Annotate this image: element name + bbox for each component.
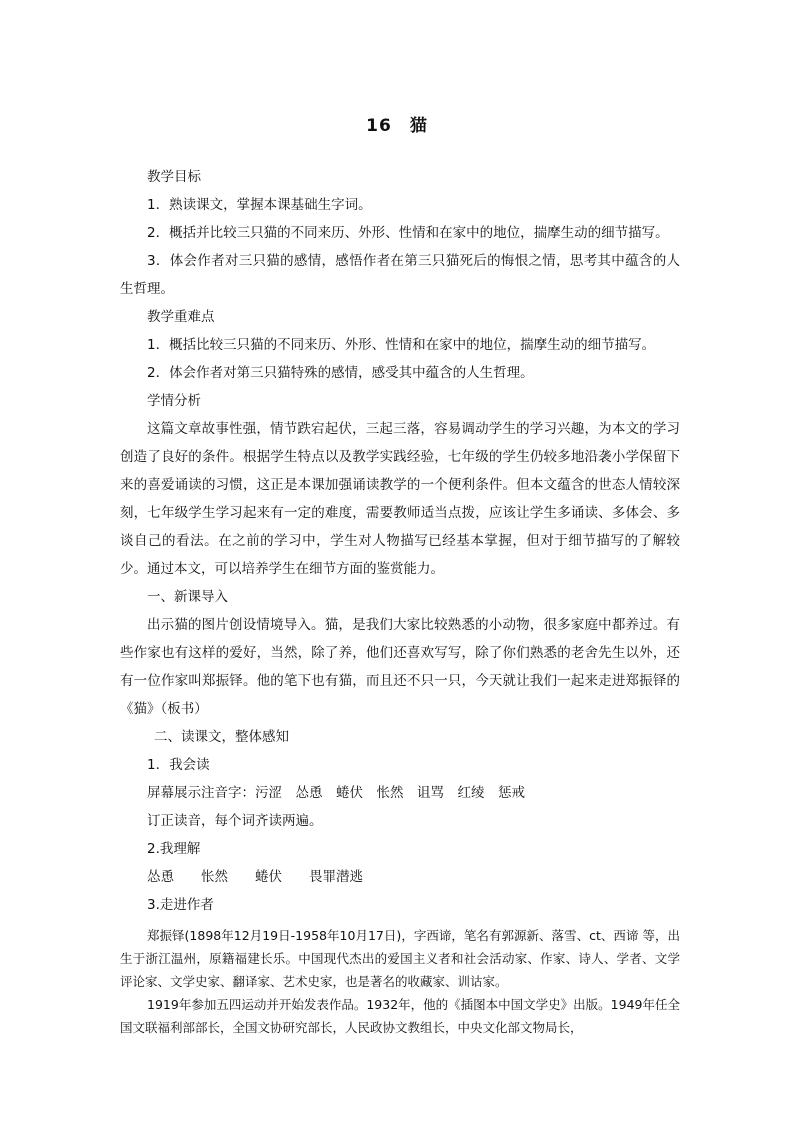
- difficulty-item-2: 2．体会作者对第三只猫特殊的感情，感受其中蕴含的人生哲理。: [147, 365, 534, 381]
- subheading-i-understand: 2.我理解: [147, 841, 201, 857]
- pronunciation-correction-line: 订正读音，每个词齐读两遍。: [147, 813, 323, 829]
- difficulty-item-1: 1．概括比较三只猫的不同来历、外形、性情和在家中的地位，揣摩生动的细节描写。: [147, 337, 656, 353]
- goal-item-2: 2．概括并比较三只猫的不同来历、外形、性情和在家中的地位，揣摩生动的细节描写。: [147, 225, 669, 241]
- goal-item-3: 3．体会作者对三只猫的感情，感悟作者在第三只猫死后的悔恨之情，思考其中蕴含的人生哲理。: [120, 253, 680, 297]
- phonetic-words-line: 屏幕展示注音字：污涩 怂恿 蜷伏 怅然 诅骂 红绫 惩戒: [147, 785, 525, 801]
- heading-key-difficulties: 教学重难点: [147, 309, 215, 325]
- heading-learner-analysis: 学情分析: [147, 393, 201, 409]
- document-body: [120, 163, 680, 1039]
- vocabulary-words-line: 怂恿 怅然 蜷伏 畏罪潜逃: [147, 869, 363, 885]
- document-title: 16 猫: [366, 116, 428, 136]
- goal-item-1: 1．熟读课文，掌握本课基础生字词。: [147, 197, 372, 213]
- heading-teaching-goals: 教学目标: [147, 169, 201, 185]
- subheading-i-can-read: 1．我会读: [147, 757, 210, 773]
- author-bio-paragraph-1: 郑振铎(1898年12月19日-1958年10月17日)，字西谛，笔名有郭源新、落雪、ct、西谛 等，出生于浙江温州，原籍福建长乐。中国现代杰出的爱国主义者和社会活动家、作家、诗人、学者、文学评论家、文学史家、翻译家、艺术史家，也是著名的收藏家、训诂家。: [120, 928, 680, 989]
- learner-analysis-paragraph: 这篇文章故事性强，情节跌宕起伏，三起三落，容易调动学生的学习兴趣，为本文的学习创造了良好的条件。根据学生特点以及教学实践经验，七年级的学生仍较多地沿袭小学保留下来的喜爱诵读的习惯，这正是本课加强诵读教学的一个便利条件。但本文蕴含的世态人情较深刻，七年级学生学习起来有一定的难度，需要教师适当点拨，应该让学生多诵读、多体会、多谈自己的看法。在之前的学习中，学生对人物描写已经基本掌握，但对于细节描写的了解较少。通过本文，可以培养学生在细节方面的鉴赏能力。: [120, 421, 680, 577]
- author-bio-paragraph-2: 1919年参加五四运动并开始发表作品。1932年，他的《插图本中国文学史》出版。1949年任全国文联福利部部长，全国文协研究部长，人民政协文教组长，中央文化部文物局长，: [120, 997, 680, 1035]
- heading-lesson-intro: 一、新课导入: [147, 589, 228, 605]
- subheading-about-author: 3.走进作者: [147, 897, 214, 913]
- heading-reading-overview: 二、读课文，整体感知: [154, 729, 289, 745]
- lesson-intro-paragraph: 出示猫的图片创设情境导入。猫，是我们大家比较熟悉的小动物，很多家庭中都养过。有些作家也有这样的爱好，当然，除了养，他们还喜欢写写，除了你们熟悉的老舍先生以外，还有一位作家叫郑振铎。他的笔下也有猫，而且还不只一只，今天就让我们一起来走进郑振铎的《猫》（板书）: [120, 617, 680, 717]
